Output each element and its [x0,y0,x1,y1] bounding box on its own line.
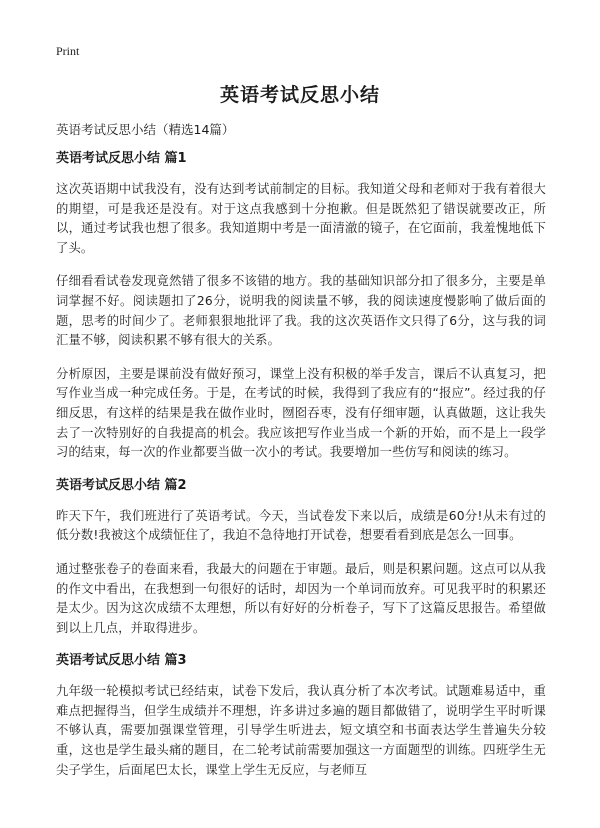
section-3-paragraph-1: 九年级一轮模拟考试已经结束，试卷下发后，我认真分析了本次考试。试题难易适中，重难点把握得当，但学生成绩并不理想，许多讲过多遍的题目都做错了，说明学生平时听课不够认真，需要加强课堂管理，引导学生听进去，短文填空和书面表达学生普遍失分较重，这也是学生最头痛的题目，在二轮考试前需要加强这一方面题型的训练。四班学生无尖子学生，后面尾巴太长，课堂上学生无反应，与老师互 [56,684,546,777]
section-2-paragraph-2: 通过整张卷子的卷面来看，我最大的问题在于审题。最后，则是积累问题。这点可以从我的作文中看出，在我想到一句很好的话时，却因为一个单词而放弃。可见我平时的积累还是太少。因为这次成绩不太理想，所以有好好的分析卷子，写下了这篇反思报告。希望做到以上几点，并取得进步。 [56,561,546,635]
section-heading-2: 英语考试反思小结 篇2 [56,477,187,493]
section-1-paragraph-3: 分析原因，主要是课前没有做好预习，课堂上没有积极的举手发言，课后不认真复习，把写作业当成一种完成任务。于是，在考试的时候，我得到了我应有的“报应”。经过我的仔细反思，有这样的结果是我在做作业时，囫囵吞枣，没有仔细审题，认真做题，这让我失去了一次特别好的自我提高的机会。我应该把写作业当成一个新的开始，而不是上一段学习的结束，每一次的作业都要当做一次小的考试。我要增加一些仿写和阅读的练习。 [56,366,546,460]
section-1-paragraph-1: 这次英语期中试我没有，没有达到考试前制定的目标。我知道父母和老师对于我有着很大的期望，可是我还是没有。对于这点我感到十分抱歉。但是既然犯了错误就要改正，所以，通过考试我也想了很多。我知道期中考是一面清澈的镜子，在它面前，我羞愧地低下了头。 [56,182,546,255]
article-body [56,150,546,794]
section-heading-3: 英语考试反思小结 篇3 [56,653,187,669]
section-2-paragraph-1: 昨天下午，我们班进行了英语考试。今天，当试卷发下来以后，成绩是60分!从未有过的低分数!我被这个成绩怔住了，我迫不急待地打开试卷，想要看看到底是怎么一回事。 [56,508,546,543]
document-subtitle: 英语考试反思小结（精选14篇） [56,122,235,137]
print-link[interactable]: Print [56,44,80,58]
section-heading-1: 英语考试反思小结 篇1 [56,151,187,166]
page-title: 英语考试反思小结 [219,84,380,106]
section-1-paragraph-2: 仔细看看试卷发现竟然错了很多不该错的地方。我的基础知识部分扣了很多分，主要是单词掌握不好。阅读题扣了26分，说明我的阅读量不够，我的阅读速度慢影响了做后面的题，思考的时间少了。老师狠狠地批评了我。我的这次英语作文只得了6分，这与我的词汇量不够，阅读积累不够有很大的关系。 [56,274,546,348]
